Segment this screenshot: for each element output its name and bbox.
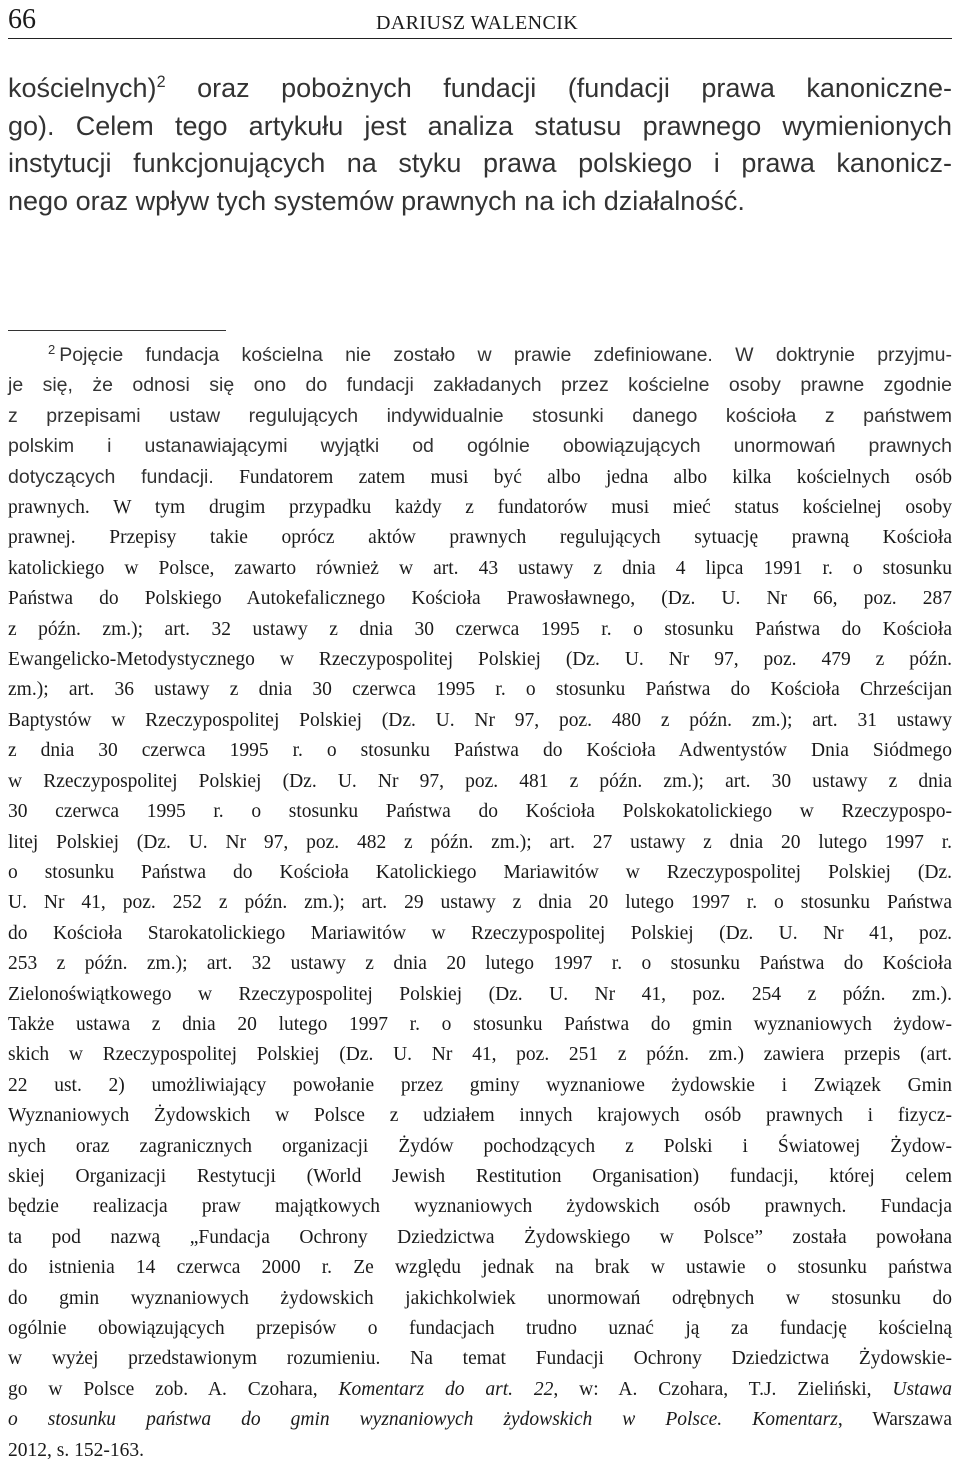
body-line: instytucji funkcjonujących na styku prawa polskiego i prawa kanonicz-	[8, 148, 952, 178]
footnote-line: polskim i ustanawiającymi wyjątki od ogólnie obowiązujących unormowań prawnych	[8, 435, 952, 458]
document-page	[8, 0, 952, 1469]
running-head: DARIUSZ WALENCIK	[376, 12, 579, 34]
footnote-reference: 2	[156, 73, 166, 91]
footnote-line: skich w Rzeczypospolitej Polskiej (Dz. U. Nr 41, poz. 251 z późn. zm.) zawiera przepis (art.	[8, 1044, 952, 1066]
footnote-line: Baptystów w Rzeczypospolitej Polskiej (Dz. U. Nr 97, poz. 480 z późn. zm.); art. 31 ustawy	[8, 709, 952, 731]
footnote-line: katolickiego w Polsce, zawarto również w art. 43 ustawy z dnia 4 lipca 1991 r. o stosunku	[8, 557, 952, 579]
footnote-line: je się, że odnosi się ono do fundacji zakładanych przez kościelne osoby prawne zgodnie	[8, 374, 952, 397]
footnote-line: o stosunku Państwa do Kościoła Katolickiego Mariawitów w Rzeczypospolitej Polskiej (Dz.	[8, 861, 952, 883]
footnote-line: ogólnie obowiązujących przepisów o fundacjach trudno uznać ją za fundację kościelną	[8, 1318, 952, 1339]
body-paragraph	[8, 70, 952, 220]
footnote-line: Zielonoświątkowego w Rzeczypospolitej Polskiej (Dz. U. Nr 41, poz. 254 z późn. zm.).	[8, 983, 952, 1005]
cited-title: o stosunku państwa do gmin wyznaniowych żydowskich w Polsce. Komentarz	[8, 1409, 838, 1431]
footnote-line: do gmin wyznaniowych żydowskich jakichkolwiek unormowań odrębnych w stosunku do	[8, 1287, 952, 1309]
footnote-line: w wyżej przedstawionym rozumieniu. Na temat Fundacji Ochrony Dziedzictwa Żydowskie-	[8, 1348, 952, 1370]
footnote-line: dotyczących fundacji. Fundatorem zatem musi być albo jedna albo kilka kościelnych osób	[8, 465, 952, 488]
body-line: nego oraz wpływ tych systemów prawnych na ich działalność.	[8, 185, 745, 216]
footnote-line: ta pod nazwą „Fundacja Ochrony Dziedzictwa Żydowskiego w Polsce” została powołana	[8, 1226, 952, 1248]
citation-line: 2012, s. 152-163.	[8, 1439, 144, 1461]
footnote-line: do istnienia 14 czerwca 2000 r. Ze względu jednak na brak w ustawie o stosunku państwa	[8, 1257, 952, 1279]
footnote-line: z przepisami ustaw regulujących indywidualnie stosunki danego kościoła z państwem	[8, 404, 952, 427]
footnote-line: prawnej. Przepisy takie oprócz aktów prawnych regulujących sytuację prawną Kościoła	[8, 527, 952, 549]
footnote-line: 30 czerwca 1995 r. o stosunku Państwa do Kościoła Polskokatolickiego w Rzeczypospo-	[8, 801, 952, 823]
citation-line: go w Polsce zob. A. Czohara, Komentarz do art. 22, w: A. Czohara, T.J. Zieliński, Ustawa	[8, 1378, 952, 1400]
footnote-line: z późn. zm.); art. 32 ustawy z dnia 30 czerwca 1995 r. o stosunku Państwa do Kościoła	[8, 618, 952, 640]
footnote-line: U. Nr 41, poz. 252 z późn. zm.); art. 29 ustawy z dnia 20 lutego 1997 r. o stosunku Państwa	[8, 892, 952, 914]
footnote-line: będzie realizacja praw majątkowych wyznaniowych żydowskich osób prawnych. Fundacja	[8, 1196, 952, 1218]
footnote-line: Także ustawa z dnia 20 lutego 1997 r. o stosunku Państwa do gmin wyznaniowych żydow-	[8, 1013, 952, 1035]
page-number: 66	[8, 4, 36, 35]
body-line: kościelnych)$^2$ oraz pobożnych fundacji (fundacji prawa kanoniczne-	[8, 73, 952, 103]
footnote-line: 22 ust. 2) umożliwiający powołanie przez gminy wyznaniowe żydowskie i Związek Gmin	[8, 1074, 952, 1096]
footnote-line: skiej Organizacji Restytucji (World Jewish Restitution Organisation) fundacji, której celem	[8, 1165, 952, 1187]
footnote-line: $^2$ Pojęcie fundacja kościelna nie zostało w prawie zdefiniowane. W doktrynie przyjmu-	[48, 341, 952, 366]
footnote-line: Wyznaniowych Żydowskich w Polsce z udziałem innych krajowych osób prawnych i fizycz-	[8, 1105, 952, 1127]
footnote-line: do Kościoła Starokatolickiego Mariawitów w Rzeczypospolitej Polskiej (Dz. U. Nr 41, poz.	[8, 922, 952, 944]
page-header	[8, 4, 952, 39]
footnote-line: Ewangelicko-Metodystycznego w Rzeczypospolitej Polskiej (Dz. U. Nr 97, poz. 479 z późn.	[8, 649, 952, 671]
footnote-line: prawnych. W tym drugim przypadku każdy z fundatorów musi mieć status kościelnej osoby	[8, 497, 952, 519]
footnote-serif-lines	[8, 493, 952, 1375]
footnote-line: litej Polskiej (Dz. U. Nr 97, poz. 482 z późn. zm.); art. 27 ustawy z dnia 20 lutego 1997 r.	[8, 831, 952, 853]
body-line: go). Celem tego artykułu jest analiza statusu prawnego wymienionych	[8, 110, 952, 141]
footnote-marker: 2	[48, 341, 56, 357]
footnote-line: w Rzeczypospolitej Polskiej (Dz. U. Nr 97, poz. 481 z późn. zm.); art. 30 ustawy z dnia	[8, 770, 952, 792]
footnote-line: zm.); art. 36 ustawy z dnia 30 czerwca 1995 r. o stosunku Państwa do Kościoła Chrześcijan	[8, 679, 952, 701]
footnote-line: 253 z późn. zm.); art. 32 ustawy z dnia 20 lutego 1997 r. o stosunku Państwa do Kościoła	[8, 953, 952, 975]
citation-line: o stosunku państwa do gmin wyznaniowych żydowskich w Polsce. Komentarz, Warszawa	[8, 1409, 952, 1431]
footnote-line: z dnia 30 czerwca 1995 r. o stosunku Państwa do Kościoła Adwentystów Dnia Siódmego	[8, 740, 952, 762]
cited-title: Komentarz do art. 22	[338, 1378, 554, 1400]
cited-title: Ustawa	[892, 1378, 952, 1400]
footnote-line: nych oraz zagranicznych organizacji Żydów pochodzących z Polski i Światowej Żydow-	[8, 1135, 952, 1157]
footnote	[8, 340, 952, 1466]
footnote-line: Państwa do Polskiego Autokefalicznego Kościoła Prawosławnego, (Dz. U. Nr 66, poz. 287	[8, 588, 952, 610]
footnote-separator	[8, 330, 226, 331]
